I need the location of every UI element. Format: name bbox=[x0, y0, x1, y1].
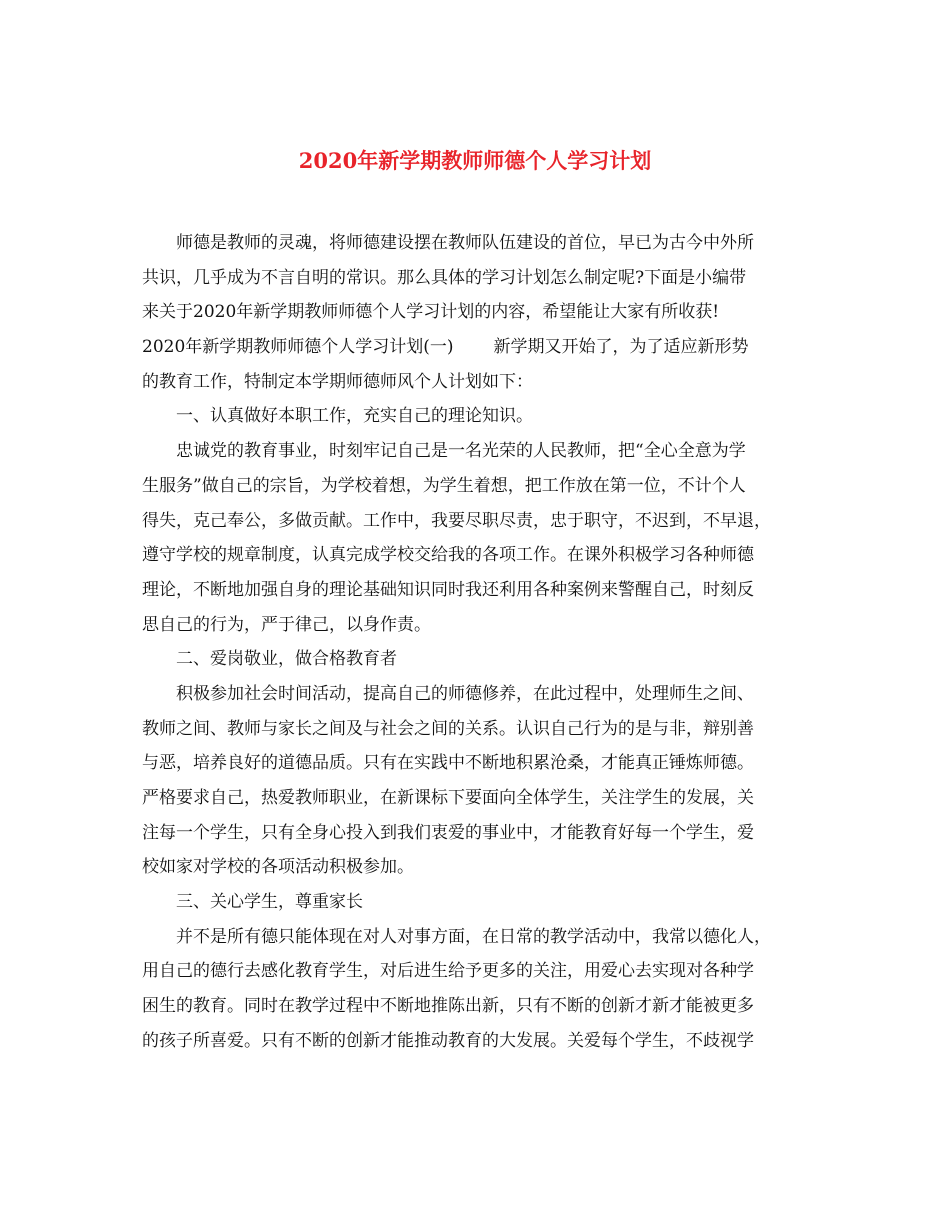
paragraph-line: 困生的教育。同时在教学过程中不断地推陈出新，只有不断的创新才新才能被更多 bbox=[142, 996, 754, 1017]
paragraph-line: 校如家对学校的各项活动积极参加。 bbox=[142, 857, 414, 878]
plan-subtitle: 2020年新学期教师师德个人学习计划(一) bbox=[142, 337, 454, 358]
paragraph-line: 的孩子所喜爱。只有不断的创新才能推动教育的大发展。关爱每个学生，不歧视学 bbox=[142, 1030, 754, 1051]
paragraph-line: 严格要求自己，热爱教师职业，在新课标下要面向全体学生，关注学生的发展，关 bbox=[142, 788, 754, 808]
paragraph-line: 思自己的行为，严于律己，以身作责。 bbox=[142, 614, 431, 635]
paragraph-line: 理论，不断地加强自身的理论基础知识同时我还利用各种案例来警醒自己，时刻反 bbox=[142, 579, 754, 600]
paragraph-line: 与恶，培养良好的道德品质。只有在实践中不断地积累沧桑，才能真正锤炼师德。 bbox=[142, 753, 754, 774]
document-body bbox=[142, 226, 822, 1059]
section-heading-2: 二、爱岗敬业，做合格教育者 bbox=[176, 649, 397, 670]
document-title: 2020年新学期教师师德个人学习计划 bbox=[298, 148, 652, 173]
paragraph-line: 共识，几乎成为不言自明的常识。那么具体的学习计划怎么制定呢?下面是小编带 bbox=[142, 267, 747, 288]
paragraph-line: 教师之间、教师与家长之间及与社会之间的关系。认识自己行为的是与非，辩别善 bbox=[142, 718, 754, 739]
paragraph-line: 得失，克己奉公，多做贡献。工作中，我要尽职尽责，忠于职守，不迟到，不早退， bbox=[142, 510, 771, 531]
paragraph-line: 师德是教师的灵魂，将师德建设摆在教师队伍建设的首位，早已为古今中外所 bbox=[176, 233, 754, 253]
paragraph-line: 积极参加社会时间活动，提高自己的师德修养，在此过程中，处理师生之间、 bbox=[176, 683, 754, 704]
paragraph-line: 的教育工作，特制定本学期师德师风个人计划如下： bbox=[142, 371, 533, 392]
paragraph-line: 忠诚党的教育事业，时刻牢记自己是一名光荣的人民教师，把“全心全意为学 bbox=[176, 441, 746, 462]
paragraph-line: 来关于2020年新学期教师师德个人学习计划的内容，希望能让大家有所收获! bbox=[142, 302, 720, 323]
paragraph-line bbox=[142, 330, 822, 365]
paragraph-line: 注每一个学生，只有全身心投入到我们衷爱的事业中，才能教育好每一个学生，爱 bbox=[142, 822, 754, 843]
paragraph-text: 新学期又开始了，为了适应新形势 bbox=[493, 337, 749, 358]
paragraph-line: 生服务”做自己的宗旨，为学校着想，为学生着想，把工作放在第一位，不计个人 bbox=[142, 475, 746, 496]
paragraph-line: 遵守学校的规章制度，认真完成学校交给我的各项工作。在课外积极学习各种师德 bbox=[142, 545, 754, 566]
paragraph-line: 并不是所有德只能体现在对人对事方面，在日常的教学活动中，我常以德化人， bbox=[176, 926, 771, 947]
paragraph-line: 用自己的德行去感化教育学生，对后进生给予更多的关注，用爱心去实现对各种学 bbox=[142, 961, 754, 982]
section-heading-1: 一、认真做好本职工作，充实自己的理论知识。 bbox=[176, 406, 533, 427]
section-heading-3: 三、关心学生，尊重家长 bbox=[176, 892, 363, 913]
